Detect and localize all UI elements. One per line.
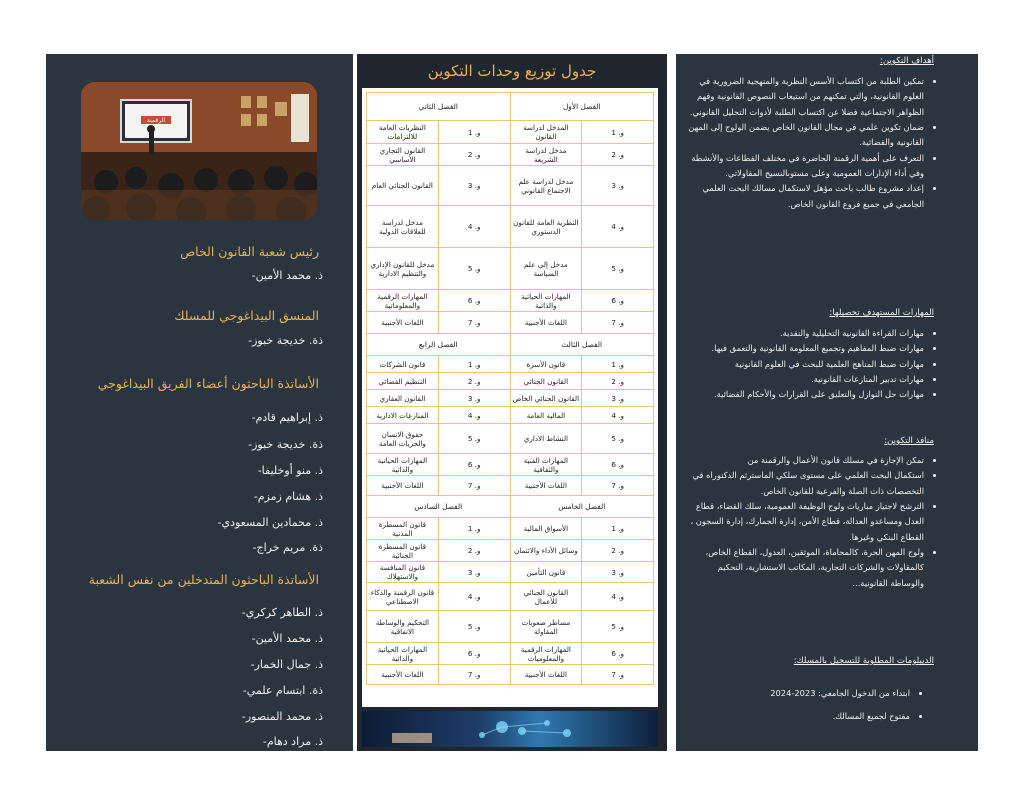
table-row <box>367 562 654 583</box>
name-text: ذة. خديجة خبوز <box>252 438 323 451</box>
unit-number: و. 2 <box>582 144 654 166</box>
table-row <box>367 518 654 540</box>
unit-number: و. 2 <box>438 540 510 562</box>
unit-subject: التنظيم القضائي <box>367 373 439 390</box>
unit-number: و. 3 <box>438 166 510 206</box>
table-row <box>367 121 654 144</box>
unit-number: و. 7 <box>582 665 654 685</box>
unit-subject: الأسواق المالية <box>510 518 582 540</box>
name-text: ذة. مريم خراج <box>256 541 323 554</box>
unit-number: و. 4 <box>582 206 654 248</box>
unit-number: و. 3 <box>582 390 654 407</box>
team-member <box>232 490 323 503</box>
goals-list <box>684 74 934 212</box>
outlet-item: • تمكن الإجازة في مسلك قانون الأعمال والرقمنة من <box>684 453 924 468</box>
unit-subject: النظريات العامة للالتزامات <box>367 121 439 144</box>
unit-number: و. 7 <box>438 476 510 496</box>
unit-subject: قانون الأسرة <box>510 356 582 373</box>
unit-number: و. 4 <box>438 407 510 424</box>
outlet-item: • استكمال البحث العلمي على مستوى سلكي الماسترثم الدكتوراه في التخصصات ذات الصلة والفرعية للقانون الخاص. <box>684 468 924 499</box>
unit-subject: اللغات الأجنبية <box>510 476 582 496</box>
unit-subject: المهارات الحياتية والذاتية <box>510 290 582 312</box>
guest-member <box>230 632 323 645</box>
name-text: ذ. منو أوخليفا <box>261 464 323 477</box>
bullet-dash: - <box>241 606 246 619</box>
unit-subject: قانون المسطرة الجنائية <box>367 540 439 562</box>
head-of-department-name <box>230 269 323 282</box>
name-text: ذ. محمد الأمين <box>255 632 323 645</box>
table-row <box>367 424 654 454</box>
schedule-table-box <box>362 88 658 707</box>
bullet-dash: - <box>252 541 257 554</box>
outlet-item: • ولوج المهن الحرة، كالمحاماة، الموثقين، العدول، القطاع الخاص، كالمقاولات والشركات التجارية، المكاتب الاستشارية، التحكيم والوساطة القانونية... <box>684 545 924 591</box>
diploma-item: • مفتوح لجميع المسالك. <box>684 705 910 728</box>
name-text: ذ. إبراهيم قادم <box>255 411 323 424</box>
table-row <box>367 373 654 390</box>
semester-label: الفصل السادس <box>367 496 511 518</box>
unit-number: و. 2 <box>582 373 654 390</box>
table-row <box>367 356 654 373</box>
unit-number: و. 4 <box>582 583 654 611</box>
bullet-dash: - <box>248 438 253 451</box>
bullet-dash: - <box>241 710 246 723</box>
middle-panel <box>357 54 667 751</box>
team-member <box>236 464 323 477</box>
table-row <box>367 583 654 611</box>
unit-number: و. 7 <box>438 312 510 334</box>
outlet-item: • الترشح لاجتياز مباريات ولوج الوظيفة العمومية، سلك القضاء، قطاع العدل ومساعدو العدالة، قطاع الأمن، إدارة الجمارك، إدارة السجون ، القطاع البنكي وغيرها. <box>684 499 924 545</box>
unit-subject: التحكيم والوساطة الاتفاقية <box>367 611 439 643</box>
table-row <box>367 312 654 334</box>
semester-label: الفصل الثالث <box>510 334 654 356</box>
semester-label: الفصل الأول <box>510 93 654 121</box>
goal-item: • تمكين الطلبة من اكتساب الأسس النظرية والمنهجية الضرورية في العلوم القانونية، والتي تمكنهم من استيعاب النصوص القانونية وفهم الظواهر الاجتماعية فضلا عن اكتساب الطلبة لأدوات التحليل القانوني. <box>684 74 924 120</box>
left-panel <box>46 54 353 751</box>
unit-number: و. 5 <box>582 248 654 290</box>
unit-number: و. 6 <box>438 454 510 476</box>
unit-number: و. 1 <box>582 518 654 540</box>
table-row <box>367 248 654 290</box>
unit-subject: النظرية العامة للقانون الدستوري <box>510 206 582 248</box>
table-row <box>367 144 654 166</box>
unit-subject: حقوق الانسان والحريات العامة <box>367 424 439 454</box>
semester-label: الفصل الرابع <box>367 334 511 356</box>
diploma-item: • ابتداء من الدخول الجامعي: 2023-2024 <box>684 682 910 705</box>
unit-subject: اللغات الأجنبية <box>510 312 582 334</box>
head-of-department-title: رئيس شعبة القانون الخاص <box>180 244 319 259</box>
unit-number: و. 5 <box>582 424 654 454</box>
unit-number: و. 3 <box>582 562 654 583</box>
diplomas-title: الديبلومات المطلوبة للتسجيل بالمسلك: <box>793 656 934 666</box>
unit-number: و. 1 <box>582 356 654 373</box>
team-member <box>230 541 323 554</box>
unit-subject: القانون العقاري <box>367 390 439 407</box>
name-text: ذ. محمد الأمين <box>255 269 323 282</box>
schedule-table <box>366 92 654 685</box>
goals-title: أهداف التكوين: <box>879 56 934 66</box>
bullet-dash: - <box>251 411 256 424</box>
team-member <box>196 516 324 529</box>
unit-subject: القانون التجاري الأساسي <box>367 144 439 166</box>
unit-subject: مدخل لدراسة للعلاقات الدولية <box>367 206 439 248</box>
skill-item: • مهارات حل النوازل والتعليق على القرارات والأحكام القضائية. <box>684 387 924 402</box>
guest-member <box>220 606 323 619</box>
unit-subject: قانون المسطرة المدنية <box>367 518 439 540</box>
unit-number: و. 7 <box>582 312 654 334</box>
name-text: ذ. جمال الخمار <box>254 658 323 671</box>
bullet-dash: - <box>251 632 256 645</box>
unit-subject: المهارات الفنية والثقافية <box>510 454 582 476</box>
name-text: ذ. مراد دهام <box>266 735 323 748</box>
digital-banner-image <box>362 711 658 747</box>
goal-item: • التعرف على أهمية الرقمنة الحاضرة في مختلف القطاعات والأنشطة وفي أداء الإدارات العمومية وعلى مستوىالنسيج المقاولاتي. <box>684 151 924 182</box>
name-text: ذ. محمد المنصور <box>245 710 323 723</box>
unit-number: و. 6 <box>582 643 654 665</box>
semester-header-row <box>367 334 654 356</box>
coordinator-title: المنسق البيداغوجي للمسلك <box>174 308 319 323</box>
unit-number: و. 3 <box>438 562 510 583</box>
unit-subject: النشاط الاداري <box>510 424 582 454</box>
guest-member <box>221 684 323 697</box>
unit-number: و. 1 <box>582 121 654 144</box>
table-row <box>367 206 654 248</box>
unit-number: و. 6 <box>582 454 654 476</box>
unit-number: و. 1 <box>438 356 510 373</box>
unit-number: و. 4 <box>438 206 510 248</box>
bullet-dash: - <box>257 464 262 477</box>
bullet-dash: - <box>217 516 222 529</box>
unit-subject: وسائل الأداء والائتمان <box>510 540 582 562</box>
team-title: الأساتذة الباحثون أعضاء الفريق البيداغوجي <box>97 376 319 391</box>
semester-label: الفصل الثاني <box>367 93 511 121</box>
unit-number: و. 2 <box>438 373 510 390</box>
unit-number: و. 1 <box>438 518 510 540</box>
name-text: ذ. الطاهر كركري <box>245 606 323 619</box>
guest-member <box>220 710 323 723</box>
name-text: ذة. خديجة خبوز <box>252 334 323 347</box>
semester-header-row <box>367 496 654 518</box>
skill-item: • مهارات القراءة القانونية التحليلية والنقدية. <box>684 326 924 341</box>
table-row <box>367 611 654 643</box>
unit-subject: مدخل لدراسة علم الاجتماع القانوني <box>510 166 582 206</box>
team-member <box>230 411 323 424</box>
table-row <box>367 290 654 312</box>
coordinator-name <box>226 334 323 347</box>
unit-number: و. 6 <box>582 290 654 312</box>
table-row <box>367 540 654 562</box>
unit-number: و. 3 <box>438 390 510 407</box>
unit-number: و. 6 <box>438 643 510 665</box>
bullet-dash: - <box>242 684 247 697</box>
unit-subject: اللغات الأجنبية <box>367 476 439 496</box>
bullet-dash: - <box>248 334 253 347</box>
unit-subject: المهارات الحياتية والذاتية <box>367 454 439 476</box>
unit-subject: القانون الجنائي للأعمال <box>510 583 582 611</box>
unit-subject: المهارات الرقمية والمعلوميات <box>510 643 582 665</box>
unit-subject: القانون الجنائي <box>510 373 582 390</box>
unit-subject: مدخل إلى علم السياسة <box>510 248 582 290</box>
bullet-dash: - <box>253 490 258 503</box>
table-row <box>367 476 654 496</box>
name-text: ذ. محمادين المسعودي <box>221 516 323 529</box>
team-member <box>226 438 323 451</box>
unit-number: و. 5 <box>582 611 654 643</box>
goal-item: • ضمان تكوين علمي في مجال القانون الخاص يضمن الولوج إلى المهن القانونية والقضائية. <box>684 120 924 151</box>
bullet-dash: - <box>251 269 256 282</box>
table-row <box>367 665 654 685</box>
table-row <box>367 166 654 206</box>
guests-title: الأساتذة الباحثون المتدخلين من نفس الشعبة <box>88 572 319 587</box>
unit-number: و. 2 <box>438 144 510 166</box>
skill-item: • مهارات ضبط المفاهيم وتجميع المعلومة القانونية والتعمق فيها. <box>684 341 924 356</box>
unit-subject: مدخل لدراسة الشريعة <box>510 144 582 166</box>
lecture-hall-photo <box>81 82 317 220</box>
name-text: ذة. ابتسام علمي <box>246 684 323 697</box>
diplomas-list <box>684 682 920 728</box>
semester-label: الفصل الخامس <box>510 496 654 518</box>
unit-subject: مساطر صعوبات المقاولة <box>510 611 582 643</box>
unit-subject: المالية العامة <box>510 407 582 424</box>
skill-item: • مهارات ضبط المناهج العلمية للبحث في العلوم القانونية <box>684 357 924 372</box>
unit-subject: المنازعات الادارية <box>367 407 439 424</box>
semester-header-row <box>367 93 654 121</box>
unit-number: و. 1 <box>438 121 510 144</box>
bullet-dash: - <box>262 735 267 748</box>
outlets-title: منافذ التكوين: <box>884 436 934 446</box>
unit-subject: قانون المنافسة والاستهلاك <box>367 562 439 583</box>
unit-number: و. 3 <box>582 166 654 206</box>
unit-subject: القانون الجنائي العام <box>367 166 439 206</box>
unit-number: و. 4 <box>438 583 510 611</box>
unit-subject: قانون الشركات <box>367 356 439 373</box>
table-row <box>367 454 654 476</box>
unit-subject: قانون التأمين <box>510 562 582 583</box>
schedule-title: جدول توزيع وحدات التكوين <box>427 62 597 80</box>
unit-subject: المهارات الرقمية والمعلوماتية <box>367 290 439 312</box>
unit-number: و. 2 <box>582 540 654 562</box>
guest-member <box>229 658 323 671</box>
unit-subject: المهارات الحياتية والذاتية <box>367 643 439 665</box>
table-row <box>367 390 654 407</box>
right-panel <box>676 54 978 751</box>
photo-label: الرقمنة <box>146 117 166 124</box>
guest-member <box>241 735 323 748</box>
unit-number: و. 7 <box>582 476 654 496</box>
table-row <box>367 643 654 665</box>
unit-subject: قانون الرقمنة والذكاء الاصطناعي <box>367 583 439 611</box>
skills-list <box>684 326 934 403</box>
unit-subject: القانون الجنائي الخاص <box>510 390 582 407</box>
bullet-dash: - <box>250 658 255 671</box>
skills-title: المهارات المستهدف تحصيلها: <box>829 308 934 318</box>
unit-number: و. 4 <box>582 407 654 424</box>
unit-number: و. 5 <box>438 424 510 454</box>
table-row <box>367 407 654 424</box>
skill-item: • مهارات تدبير المنازعات القانونية. <box>684 372 924 387</box>
unit-number: و. 5 <box>438 611 510 643</box>
unit-subject: المدخل لدراسة القانون <box>510 121 582 144</box>
unit-subject: مدخل للقانون الإداري والتنظيم الادارية <box>367 248 439 290</box>
goal-item: • إعداد مشروع طالب باحث مؤهل لاستكمال مسالك البحث العلمي الجامعي في جميع فروع القانون الخاص. <box>684 181 924 212</box>
unit-subject: اللغات الأجنبية <box>510 665 582 685</box>
name-text: ذ. هشام زمزم <box>257 490 323 503</box>
unit-number: و. 5 <box>438 248 510 290</box>
unit-number: و. 7 <box>438 665 510 685</box>
unit-number: و. 6 <box>438 290 510 312</box>
unit-subject: اللغات الأجنبية <box>367 665 439 685</box>
unit-subject: اللغات الأجنبية <box>367 312 439 334</box>
outlets-list <box>684 453 934 591</box>
